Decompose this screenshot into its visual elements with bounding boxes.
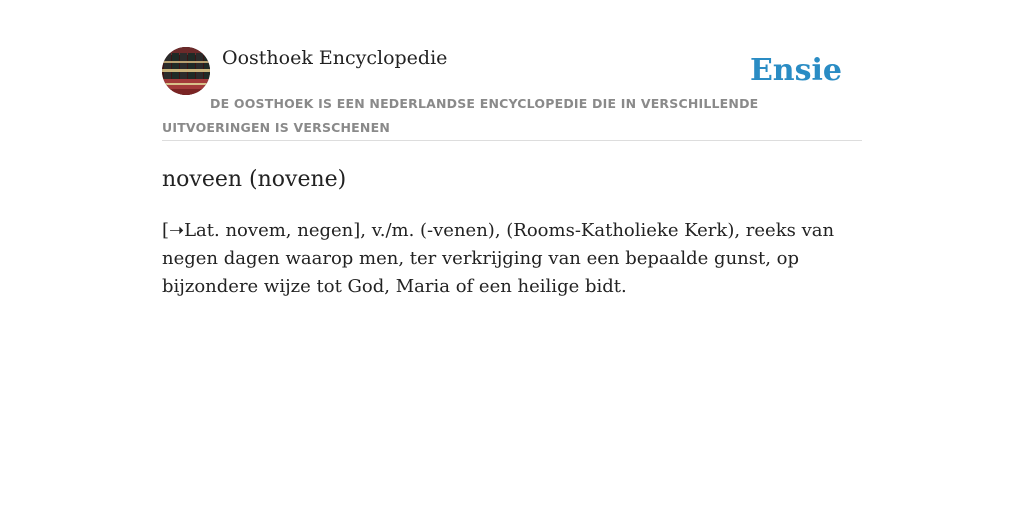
source-header bbox=[162, 46, 862, 141]
ensie-logo[interactable]: Ensie bbox=[749, 53, 842, 88]
source-tagline: DE OOSTHOEK IS EEN NEDERLANDSE ENCYCLOPEDIE DIE IN VERSCHILLENDE UITVOERINGEN IS VERSCHENEN bbox=[162, 96, 759, 135]
entry-term: noveen (novene) bbox=[162, 167, 347, 192]
source-name[interactable]: Oosthoek Encyclopedie bbox=[222, 47, 448, 69]
entry-definition: [➝Lat. novem, negen], v./m. (-venen), (Rooms-Katholieke Kerk), reeks van negen dagen waarop men, ter verkrijging van een bepaalde gunst, op bijzondere wijze tot God, Maria of een heilige bidt. bbox=[162, 220, 835, 297]
encyclopedia-books-icon bbox=[162, 47, 210, 95]
entry-page bbox=[162, 46, 862, 301]
